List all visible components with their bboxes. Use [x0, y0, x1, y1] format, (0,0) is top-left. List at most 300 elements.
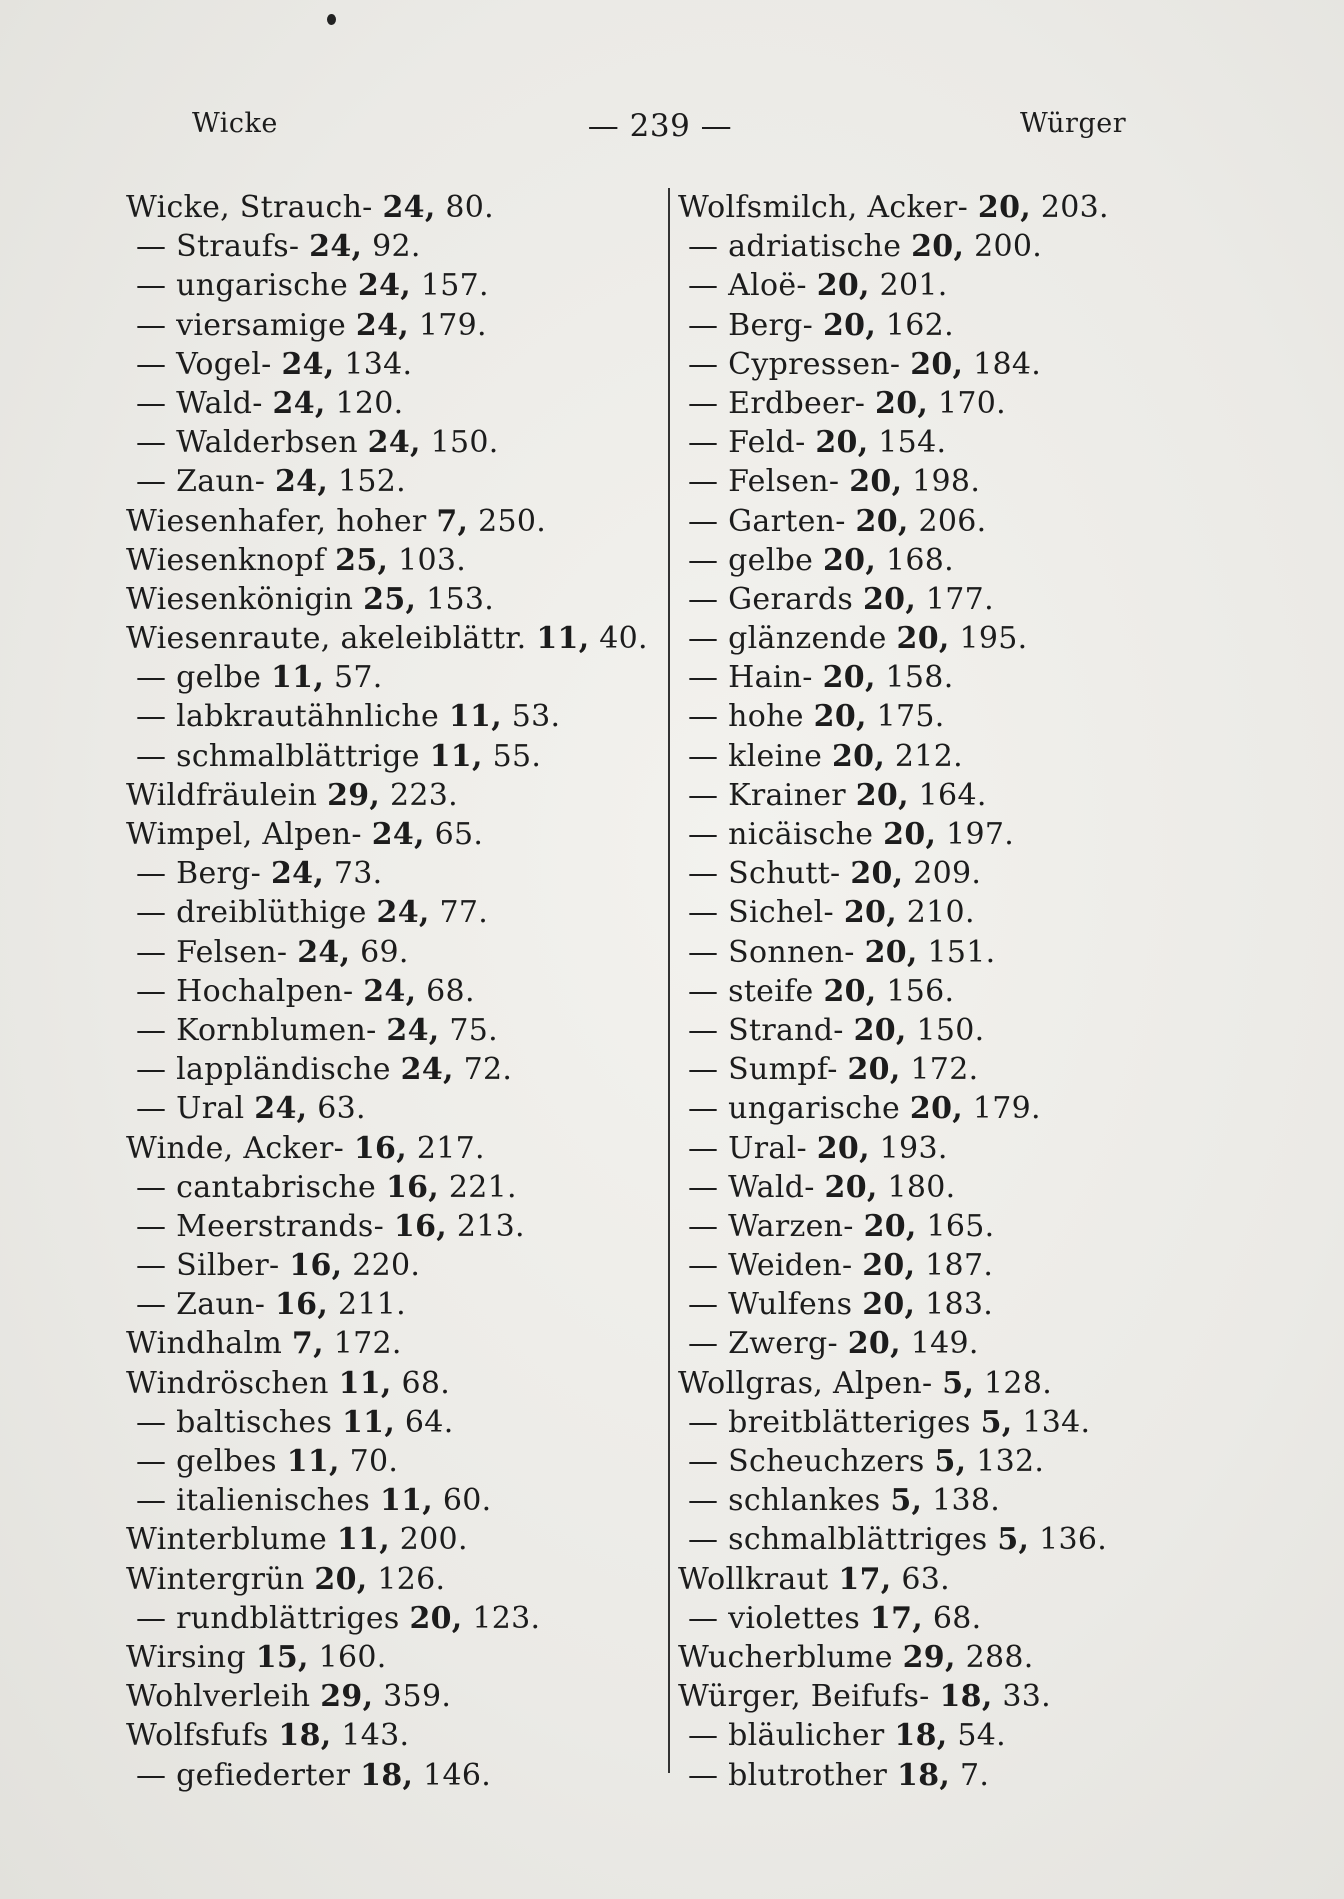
entry-group-number: 20, [977, 190, 1032, 225]
entry-term: Würger, Beifufs- [678, 1679, 930, 1715]
entry-page-number: 134. [1022, 1404, 1091, 1440]
index-entry [126, 776, 666, 815]
entry-group-number: 24, [297, 934, 351, 970]
entry-term: — Wulfens [688, 1287, 853, 1323]
entry-group-number: 7, [436, 503, 469, 539]
index-entry [678, 1168, 1238, 1207]
entry-page-number: 60. [442, 1483, 492, 1519]
index-entry [678, 737, 1238, 776]
index-entry [126, 1403, 666, 1442]
entry-page-number: 123. [472, 1600, 541, 1636]
entry-page-number: 73. [333, 856, 383, 892]
index-entry [678, 658, 1238, 697]
index-entry [126, 1050, 666, 1089]
entry-group-number: 11, [379, 1483, 434, 1519]
entry-page-number: 64. [404, 1404, 454, 1440]
index-entry [126, 1246, 666, 1285]
entry-term: Wiesenkönigin [126, 581, 354, 617]
entry-group-number: 25, [335, 542, 389, 578]
entry-group-number: 24, [281, 346, 335, 382]
entry-page-number: 152. [337, 464, 406, 500]
index-entry [126, 1207, 666, 1246]
entry-term: Wildfräulein [126, 777, 318, 813]
entry-group-number: 20, [850, 856, 904, 892]
index-entry [126, 1520, 666, 1559]
entry-page-number: 55. [492, 738, 542, 774]
entry-term: — blutrother [688, 1757, 888, 1793]
index-entry [126, 658, 666, 697]
entry-group-number: 17, [838, 1561, 892, 1597]
entry-page-number: 72. [463, 1052, 513, 1088]
index-entry [126, 423, 666, 462]
entry-term: — Weiden- [688, 1248, 853, 1284]
entry-page-number: 146. [423, 1757, 492, 1793]
entry-group-number: 11, [536, 621, 590, 657]
entry-page-number: 92. [372, 229, 421, 265]
entry-term: Wiesenhafer, hoher [126, 503, 427, 539]
entry-group-number: 24, [357, 268, 412, 304]
index-entry [126, 854, 666, 893]
entry-page-number: 250. [478, 503, 547, 539]
entry-term: — schmalblättriges [688, 1522, 988, 1558]
entry-group-number: 20, [864, 934, 918, 970]
index-entry [126, 1011, 666, 1050]
entry-term: — Walderbsen [136, 425, 358, 461]
running-head-left: Wicke [192, 108, 278, 139]
entry-page-number: 151. [927, 934, 996, 970]
entry-group-number: 18, [897, 1757, 951, 1793]
entry-page-number: 138. [932, 1483, 1001, 1519]
entry-group-number: 16, [289, 1248, 343, 1284]
entry-page-number: 162. [885, 307, 954, 343]
index-entry [678, 306, 1238, 345]
entry-page-number: 128. [984, 1365, 1053, 1401]
entry-group-number: 18, [894, 1718, 948, 1754]
entry-group-number: 11, [336, 1522, 390, 1558]
index-entry [126, 1638, 666, 1677]
entry-group-number: 20, [824, 1169, 878, 1205]
entry-term: Wirsing [126, 1639, 246, 1675]
index-entry [678, 1560, 1238, 1599]
index-entry [126, 462, 666, 501]
entry-group-number: 11, [271, 660, 325, 696]
running-head-right: Würger [1020, 108, 1127, 139]
entry-group-number: 11, [448, 699, 502, 735]
entry-page-number: 211. [337, 1287, 406, 1323]
entry-group-number: 20, [883, 817, 937, 852]
entry-group-number: 20, [853, 1012, 907, 1048]
entry-group-number: 18, [939, 1679, 993, 1715]
entry-group-number: 5, [942, 1365, 975, 1401]
entry-term: Wicke, Strauch- [126, 190, 373, 225]
entry-page-number: 213. [456, 1208, 525, 1244]
entry-term: — Krainer [688, 777, 846, 813]
entry-term: Windröschen [126, 1365, 329, 1401]
index-entry [126, 1129, 666, 1168]
entry-group-number: 20, [896, 621, 950, 657]
entry-page-number: 172. [333, 1326, 402, 1362]
entry-group-number: 18, [360, 1757, 414, 1793]
entry-term: — Ural- [688, 1130, 807, 1166]
entry-group-number: 20, [909, 1091, 964, 1127]
entry-group-number: 11, [429, 738, 483, 774]
entry-page-number: 154. [878, 425, 947, 461]
entry-page-number: 193. [879, 1130, 948, 1166]
index-entry [126, 580, 666, 619]
entry-group-number: 20, [862, 1287, 916, 1323]
index-entry [126, 227, 666, 266]
entry-page-number: 198. [912, 464, 981, 500]
entry-term: — violettes [688, 1600, 861, 1636]
entry-page-number: 54. [957, 1718, 1006, 1754]
entry-page-number: 70. [349, 1444, 399, 1479]
index-entry [126, 1364, 666, 1403]
index-entry [126, 1677, 666, 1716]
index-entry [678, 1403, 1238, 1442]
index-entry [678, 1246, 1238, 1285]
entry-page-number: 160. [318, 1639, 387, 1675]
entry-page-number: 103. [398, 542, 467, 578]
entry-page-number: 179. [418, 307, 487, 343]
index-entry [678, 1011, 1238, 1050]
entry-page-number: 63. [317, 1091, 366, 1127]
index-entry [126, 893, 666, 932]
index-entry [678, 1324, 1238, 1363]
entry-page-number: 200. [399, 1522, 468, 1558]
entry-group-number: 24, [367, 425, 421, 461]
index-entry [126, 266, 666, 305]
entry-page-number: 150. [916, 1012, 985, 1048]
entry-term: — Sumpf- [688, 1052, 838, 1088]
index-entry [126, 1560, 666, 1599]
entry-term: — breitblätteriges [688, 1404, 971, 1440]
entry-page-number: 168. [885, 542, 954, 578]
entry-page-number: 68. [401, 1365, 451, 1401]
entry-term: Wiesenraute, akeleiblättr. [126, 621, 527, 657]
entry-group-number: 20, [816, 268, 870, 304]
entry-term: — ungarische [688, 1091, 901, 1127]
entry-group-number: 20, [823, 542, 877, 578]
entry-term: — Meerstrands- [136, 1208, 385, 1244]
entry-page-number: 212. [894, 738, 963, 774]
entry-group-number: 16, [393, 1208, 447, 1244]
entry-term: — Wald- [136, 385, 263, 421]
entry-term: — Erdbeer- [688, 385, 866, 421]
index-entry [678, 266, 1238, 305]
index-entry [126, 541, 666, 580]
entry-page-number: 164. [918, 777, 987, 813]
entry-group-number: 16, [385, 1169, 440, 1205]
entry-page-number: 200. [974, 229, 1043, 265]
entry-term: — Schutt- [688, 856, 841, 892]
entry-page-number: 187. [925, 1248, 994, 1284]
index-entry [678, 462, 1238, 501]
entry-term: — kleine [688, 738, 823, 774]
index-entry [678, 972, 1238, 1011]
entry-page-number: 150. [430, 425, 499, 461]
entry-group-number: 20, [849, 464, 903, 500]
entry-page-number: 223. [390, 777, 458, 813]
index-entry [126, 1481, 666, 1520]
entry-term: — Gerards [688, 581, 854, 617]
entry-page-number: 63. [901, 1561, 950, 1597]
entry-group-number: 24, [371, 817, 425, 852]
entry-group-number: 20, [875, 385, 929, 421]
entry-term: — bläulicher [688, 1718, 885, 1754]
entry-term: — Felsen- [688, 464, 840, 500]
index-entry [678, 345, 1238, 384]
entry-term: — Strand- [688, 1012, 844, 1048]
index-entry [126, 737, 666, 776]
entry-term: — Berg- [136, 856, 262, 892]
index-entry [678, 893, 1238, 932]
entry-term: — lappländische [136, 1052, 391, 1088]
entry-group-number: 20, [822, 307, 877, 343]
index-entry [126, 815, 666, 854]
entry-term: Winterblume [126, 1522, 327, 1558]
entry-term: — gefiederter [136, 1757, 351, 1793]
entry-term: Windhalm [126, 1326, 283, 1362]
index-entry [678, 580, 1238, 619]
entry-term: — Warzen- [688, 1208, 854, 1244]
entry-term: — Hain- [688, 660, 813, 696]
index-entry [126, 619, 666, 658]
entry-group-number: 20, [863, 1208, 917, 1244]
entry-group-number: 16, [275, 1287, 329, 1323]
entry-page-number: 134. [344, 346, 413, 382]
entry-term: — Zwerg- [688, 1326, 838, 1362]
entry-term: — Silber- [136, 1248, 280, 1284]
entry-term: — Hochalpen- [136, 973, 354, 1009]
entry-group-number: 20, [815, 425, 869, 461]
entry-group-number: 20, [823, 973, 877, 1009]
entry-term: — glänzende [688, 621, 887, 657]
entry-page-number: 149. [910, 1326, 979, 1362]
entry-group-number: 20, [409, 1600, 463, 1636]
entry-term: — adriatische [688, 229, 902, 265]
entry-page-number: 68. [426, 973, 475, 1009]
index-entry [678, 1638, 1238, 1677]
entry-group-number: 24, [355, 307, 409, 343]
index-entry [678, 933, 1238, 972]
entry-group-number: 5, [890, 1483, 923, 1519]
entry-page-number: 156. [886, 973, 955, 1009]
index-entry [126, 697, 666, 736]
entry-group-number: 29, [902, 1639, 956, 1675]
entry-group-number: 24, [272, 385, 326, 421]
entry-group-number: 29, [320, 1679, 374, 1715]
entry-page-number: 197. [946, 817, 1015, 852]
index-entry [678, 384, 1238, 423]
index-entry [678, 1129, 1238, 1168]
index-entry [126, 188, 666, 227]
entry-group-number: 20, [816, 1130, 870, 1166]
index-entry [678, 1716, 1238, 1755]
entry-term: — Vogel- [136, 346, 272, 382]
index-entry [678, 619, 1238, 658]
entry-page-number: 136. [1039, 1522, 1108, 1558]
entry-page-number: 80. [445, 190, 495, 225]
entry-group-number: 20, [862, 1248, 916, 1284]
entry-term: — rundblättriges [136, 1600, 400, 1636]
index-entry [126, 1324, 666, 1363]
entry-term: — Berg- [688, 307, 814, 343]
entry-term: — dreiblüthige [136, 895, 367, 931]
entry-page-number: 175. [876, 699, 945, 735]
index-entry [678, 1756, 1238, 1795]
entry-group-number: 20, [855, 503, 909, 539]
entry-term: — ungarische [136, 268, 349, 304]
entry-term: — gelbe [688, 542, 814, 578]
entry-group-number: 7, [291, 1326, 324, 1362]
entry-group-number: 20, [862, 581, 917, 617]
entry-page-number: 177. [925, 581, 994, 617]
entry-term: Wucherblume [678, 1639, 893, 1675]
entry-group-number: 20, [910, 346, 964, 382]
entry-term: Wimpel, Alpen- [126, 817, 362, 852]
entry-page-number: 7. [959, 1757, 990, 1793]
entry-group-number: 5, [980, 1404, 1013, 1440]
entry-term: — schmalblättrige [136, 738, 420, 774]
index-entry [678, 1207, 1238, 1246]
entry-term: — Cypressen- [688, 346, 901, 382]
index-entry [678, 1599, 1238, 1638]
entry-page-number: 221. [448, 1169, 517, 1205]
entry-group-number: 24, [254, 1091, 308, 1127]
entry-group-number: 29, [327, 777, 381, 813]
entry-term: — Garten- [688, 503, 846, 539]
entry-group-number: 25, [363, 581, 417, 617]
index-entry [678, 1520, 1238, 1559]
entry-page-number: 359. [383, 1679, 452, 1715]
entry-group-number: 20, [911, 229, 965, 265]
entry-term: — Felsen- [136, 934, 288, 970]
entry-term: — Straufs- [136, 229, 300, 265]
entry-page-number: 183. [925, 1287, 994, 1323]
index-entry [678, 815, 1238, 854]
entry-group-number: 24, [400, 1052, 454, 1088]
index-entry [678, 1364, 1238, 1403]
index-entry [126, 1168, 666, 1207]
entry-page-number: 180. [887, 1169, 956, 1205]
index-entry [126, 933, 666, 972]
entry-group-number: 15, [255, 1639, 309, 1675]
entry-term: Wollkraut [678, 1561, 829, 1597]
index-column-left [126, 188, 666, 1795]
index-entry [678, 697, 1238, 736]
entry-group-number: 11, [341, 1404, 396, 1440]
entry-term: — baltisches [136, 1404, 333, 1440]
entry-page-number: 220. [352, 1248, 421, 1284]
entry-group-number: 17, [869, 1600, 923, 1636]
entry-page-number: 165. [926, 1208, 995, 1244]
entry-page-number: 77. [439, 895, 489, 931]
entry-term: — nicäische [688, 817, 874, 852]
entry-term: Winde, Acker- [126, 1130, 345, 1166]
entry-page-number: 157. [420, 268, 489, 304]
entry-group-number: 24, [386, 1012, 440, 1048]
index-entry [126, 1089, 666, 1128]
entry-term: — Aloë- [688, 268, 807, 304]
entry-term: — schlankes [688, 1483, 881, 1519]
entry-page-number: 184. [973, 346, 1042, 382]
entry-page-number: 143. [341, 1718, 410, 1754]
entry-page-number: 158. [885, 660, 954, 696]
entry-term: — Kornblumen- [136, 1012, 377, 1048]
entry-page-number: 210. [906, 895, 975, 931]
entry-group-number: 24, [270, 856, 325, 892]
entry-group-number: 20, [847, 1326, 901, 1362]
entry-group-number: 24, [275, 464, 329, 500]
entry-group-number: 5, [997, 1522, 1030, 1558]
entry-term: — Sichel- [688, 895, 834, 931]
entry-term: Wohlverleih [126, 1679, 311, 1715]
entry-term: — Zaun- [136, 1287, 266, 1323]
index-entry [126, 306, 666, 345]
index-entry [126, 972, 666, 1011]
index-entry [126, 384, 666, 423]
entry-page-number: 195. [959, 621, 1028, 657]
column-divider [668, 188, 670, 1773]
index-entry [678, 854, 1238, 893]
entry-term: — cantabrische [136, 1169, 377, 1205]
entry-page-number: 179. [972, 1091, 1041, 1127]
entry-group-number: 11, [286, 1444, 340, 1479]
entry-page-number: 170. [937, 385, 1006, 421]
entry-page-number: 132. [976, 1444, 1045, 1479]
entry-term: — Wald- [688, 1169, 815, 1205]
entry-term: — Zaun- [136, 464, 266, 500]
index-entry [678, 1442, 1238, 1481]
entry-group-number: 20, [813, 699, 867, 735]
entry-group-number: 24, [309, 229, 363, 265]
entry-group-number: 11, [338, 1365, 392, 1401]
entry-term: Wolfsfufs [126, 1718, 269, 1754]
entry-page-number: 209. [913, 856, 982, 892]
index-entry [678, 1285, 1238, 1324]
page-number: — 239 — [587, 108, 733, 144]
entry-group-number: 16, [353, 1130, 407, 1166]
ink-speck [327, 14, 336, 25]
entry-page-number: 288. [965, 1639, 1034, 1675]
entry-term: — labkrautähnliche [136, 699, 439, 735]
entry-group-number: 18, [278, 1718, 332, 1754]
entry-term: — Scheuchzers [688, 1444, 925, 1479]
index-entry [678, 1481, 1238, 1520]
index-entry [126, 1442, 666, 1481]
index-entry [678, 423, 1238, 462]
entry-group-number: 5, [934, 1444, 967, 1479]
entry-page-number: 153. [426, 581, 495, 617]
entry-group-number: 20, [822, 660, 876, 696]
index-entry [126, 1599, 666, 1638]
entry-group-number: 24, [382, 190, 436, 225]
index-entry [678, 188, 1238, 227]
entry-term: — Feld- [688, 425, 806, 461]
index-entry [678, 227, 1238, 266]
entry-page-number: 65. [434, 817, 484, 852]
entry-page-number: 40. [599, 621, 648, 657]
entry-group-number: 24, [376, 895, 430, 931]
entry-page-number: 201. [879, 268, 948, 304]
entry-group-number: 20, [843, 895, 897, 931]
entry-page-number: 75. [449, 1012, 498, 1048]
entry-term: — Sonnen- [688, 934, 855, 970]
index-entry [678, 1089, 1238, 1128]
entry-term: Wolfsmilch, Acker- [678, 190, 969, 225]
entry-group-number: 20, [847, 1052, 901, 1088]
entry-page-number: 203. [1040, 190, 1109, 225]
